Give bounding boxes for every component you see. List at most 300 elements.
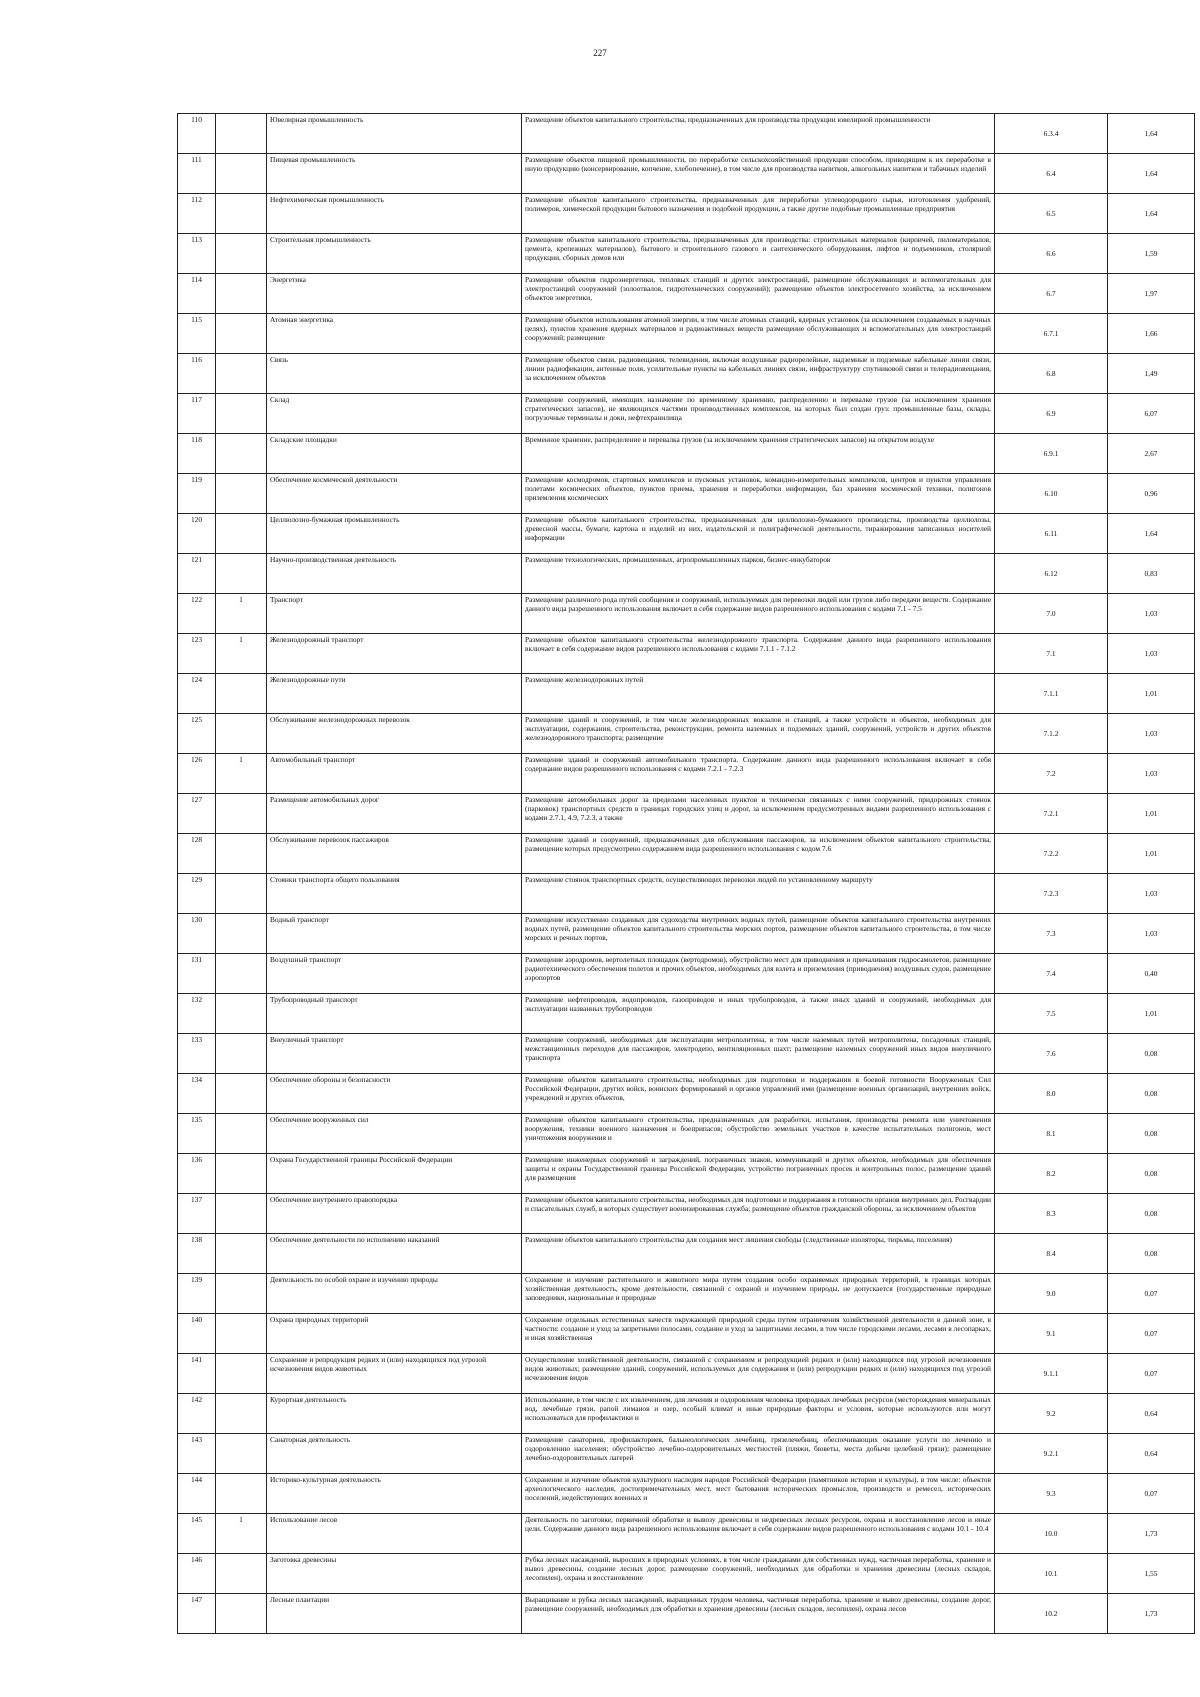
coefficient-value: 1,64 [1108, 114, 1195, 154]
use-type-name: Использование лесов [267, 1514, 522, 1554]
coefficient-value: 0,08 [1108, 1154, 1195, 1194]
coefficient-value: 1,66 [1108, 314, 1195, 354]
use-type-code: 7.2.1 [995, 794, 1108, 834]
description-text: Размещение сооружений, необходимых для эксплуатации метрополитена, в том числе наземных путей метрополитена, посадочных станций, межстанционных переходов для пассажиров, электродепо, вентиляционных шахт; размещение наземных сооружений иных видов внеуличного транспорта [525, 1035, 991, 1062]
table-row [178, 1594, 1195, 1634]
row-number: 120 [178, 514, 216, 554]
coefficient-value: 0,08 [1108, 1194, 1195, 1234]
row-number: 138 [178, 1234, 216, 1274]
use-type-code: 6.8 [995, 354, 1108, 394]
description-text: Размещение объектов использования атомной энергии, в том числе атомных станций, ядерных установок (за исключением создаваемых в научных целях), пунктов хранения ядерных материалов и радиоактивных веществ размещение обслуживающих и вспомогательных для электростанций сооружений; размещение [525, 315, 991, 342]
row-flag [216, 1274, 267, 1314]
coefficient-value: 0,08 [1108, 1114, 1195, 1154]
table-row [178, 434, 1195, 474]
coefficient-value: 0,08 [1108, 1074, 1195, 1114]
row-flag [216, 874, 267, 914]
coefficient-value: 1,01 [1108, 674, 1195, 714]
row-flag [216, 514, 267, 554]
table-row [178, 554, 1195, 594]
description-text: Размещение сооружений, имеющих назначение по временному хранению, распределению и перевалке грузов (за исключением хранения стратегических запасов), не являющихся частями производственных комплексов, на которых был создан груз: промышленные базы, склады, погрузочные терминалы и доки, нефтехранилища [525, 395, 991, 422]
use-type-name: Внеуличный транспорт [267, 1034, 522, 1074]
use-type-name: Обслуживание железнодорожных перевозок [267, 714, 522, 754]
land-use-table [177, 113, 1195, 1634]
coefficient-value: 1,55 [1108, 1554, 1195, 1594]
coefficient-value: 1,03 [1108, 914, 1195, 954]
coefficient-value: 1,49 [1108, 354, 1195, 394]
table-row [178, 314, 1195, 354]
use-type-code: 7.2.3 [995, 874, 1108, 914]
use-type-name: Железнодорожные пути [267, 674, 522, 714]
use-type-description [522, 1314, 995, 1354]
row-flag [216, 914, 267, 954]
table-row [178, 274, 1195, 314]
row-number: 133 [178, 1034, 216, 1074]
use-type-description [522, 874, 995, 914]
use-type-name: Обеспечение внутреннего правопорядка [267, 1194, 522, 1234]
table-row [178, 234, 1195, 274]
row-number: 145 [178, 1514, 216, 1554]
use-type-code: 7.6 [995, 1034, 1108, 1074]
use-type-code: 9.0 [995, 1274, 1108, 1314]
use-type-code: 9.3 [995, 1474, 1108, 1514]
use-type-description [522, 754, 995, 794]
row-number: 118 [178, 434, 216, 474]
description-text: Размещение автомобильных дорог за пределами населенных пунктов и технически связанных с ними сооружений, придорожных стоянок (парковок) транспортных средств в границах городских улиц и дорог, за исключением предусмотренных видами разрешенного использования с кодами 2.7.1, 4.9, 7.2.3, а также [525, 795, 991, 822]
coefficient-value: 0,83 [1108, 554, 1195, 594]
use-type-code: 6.4 [995, 154, 1108, 194]
description-text: Размещение объектов капитального строительства, необходимых для подготовки и поддержания в готовности органов внутренних дел, Росгвардии и спасательных служб, в которых существует военизированная служба; размещение объектов гражданской обороны, за исключением объектов [525, 1195, 991, 1213]
use-type-name: Охрана природных территорий [267, 1314, 522, 1354]
coefficient-value: 1,03 [1108, 634, 1195, 674]
table-row [178, 954, 1195, 994]
use-type-code: 8.0 [995, 1074, 1108, 1114]
use-type-description [522, 274, 995, 314]
description-text: Размещение различного рода путей сообщения и сооружений, используемых для перевозки людей или грузов либо передачи веществ. Содержание данного вида разрешенного использования включает в себя содержание видов разрешенного использования с кодами 7.1 - 7.5 [525, 595, 991, 613]
table-row [178, 634, 1195, 674]
row-flag [216, 1034, 267, 1074]
use-type-code: 7.3 [995, 914, 1108, 954]
use-type-name: Автомобильный транспорт [267, 754, 522, 794]
use-type-description [522, 1474, 995, 1514]
use-type-name: Обеспечение вооруженных сил [267, 1114, 522, 1154]
description-text: Размещение зданий и сооружений, в том числе железнодорожных вокзалов и станций, а также устройств и объектов, необходимых для эксплуатации, содержания, строительства, реконструкции, ремонта наземных и подземных зданий, сооружений, устройств и других объектов железнодорожного транспорта; размещение [525, 715, 991, 742]
use-type-name: Обеспечение деятельности по исполнению наказаний [267, 1234, 522, 1274]
use-type-description [522, 234, 995, 274]
row-flag [216, 994, 267, 1034]
description-text: Размещение объектов капитального строительства, предназначенных для разработки, испытания, производства ремонта или уничтожения вооружения, техники военного назначения и боеприпасов; обустройство земельных участков в качестве испытательных полигонов, мест уничтожения вооружения и [525, 1115, 991, 1142]
use-type-description [522, 1154, 995, 1194]
use-type-name: Целлюлозно-бумажная промышленность [267, 514, 522, 554]
table-row [178, 394, 1195, 434]
row-flag [216, 1194, 267, 1234]
coefficient-value: 0,40 [1108, 954, 1195, 994]
row-number: 112 [178, 194, 216, 234]
use-type-description [522, 994, 995, 1034]
description-text: Сохранение и изучение объектов культурного наследия народов Российской Федерации (памятников истории и культуры), в том числе: объектов археологического наследия, достопримечательных мест, мест бытования исторических промыслов, производств и ремесел, исторических поселений, недействующих военных и [525, 1475, 991, 1502]
row-number: 110 [178, 114, 216, 154]
row-flag [216, 1434, 267, 1474]
use-type-name: Атомная энергетика [267, 314, 522, 354]
coefficient-value: 1,01 [1108, 994, 1195, 1034]
use-type-code: 9.2.1 [995, 1434, 1108, 1474]
use-type-name: Санаторная деятельность [267, 1434, 522, 1474]
use-type-name: Связь [267, 354, 522, 394]
table-row [178, 474, 1195, 514]
table-row [178, 354, 1195, 394]
coefficient-value: 1,03 [1108, 754, 1195, 794]
coefficient-value: 0,07 [1108, 1274, 1195, 1314]
use-type-description [522, 834, 995, 874]
use-type-name: Трубопроводный транспорт [267, 994, 522, 1034]
table-row [178, 914, 1195, 954]
table-body [178, 114, 1195, 1634]
row-number: 115 [178, 314, 216, 354]
use-type-name: Научно-производственная деятельность [267, 554, 522, 594]
description-text: Размещение инженерных сооружений и заграждений, пограничных знаков, коммуникаций и других объектов, необходимых для обеспечения защиты и охраны Государственной границы Российской Федерации, устройство пограничных просек и контрольных полос, размещение зданий для размещения [525, 1155, 991, 1182]
description-text: Сохранение отдельных естественных качеств окружающей природной среды путем ограничения хозяйственной деятельности в данной зоне, в частности: создание и уход за запретными полосами, создание и уход за защитными лесами, в том числе городскими лесами, лесами в лесопарках, и иная хозяйственная [525, 1315, 991, 1342]
use-type-description [522, 314, 995, 354]
row-flag [216, 954, 267, 994]
row-flag [216, 1154, 267, 1194]
row-flag [216, 554, 267, 594]
coefficient-value: 6,07 [1108, 394, 1195, 434]
description-text: Размещение объектов капитального строительства, предназначенных для целлюлозно-бумажного производства, производства целлюлозы, древесной массы, бумаги, картона и изделий из них, издательской и полиграфической деятельности, тиражирования записанных носителей информации [525, 515, 991, 542]
description-text: Выращивание и рубка лесных насаждений, выращенных трудом человека, частичная переработка, хранение и вывоз древесины, создание дорог, размещение сооружений, необходимых для обработки и хранения древесины (лесных складов, лесопилен), охрана лесов [525, 1595, 991, 1613]
row-number: 116 [178, 354, 216, 394]
use-type-code: 7.1.1 [995, 674, 1108, 714]
description-text: Размещение технологических, промышленных, агропромышленных парков, бизнес-инкубаторов [525, 555, 831, 564]
row-number: 124 [178, 674, 216, 714]
row-number: 131 [178, 954, 216, 994]
coefficient-value: 0,07 [1108, 1474, 1195, 1514]
description-text: Размещение искусственно созданных для судоходства внутренних водных путей, размещение объектов капитального строительства внутренних водных путей, размещение объектов капитального строительства морских портов, размещение объектов капитального строительства, в том числе морских и речных портов, [525, 915, 991, 942]
table-row [178, 1514, 1195, 1554]
use-type-name: Железнодорожный транспорт [267, 634, 522, 674]
use-type-name: Транспорт [267, 594, 522, 634]
use-type-description [522, 1514, 995, 1554]
use-type-name: Охрана Государственной границы Российской Федерации [267, 1154, 522, 1194]
row-number: 111 [178, 154, 216, 194]
row-flag [216, 154, 267, 194]
row-number: 129 [178, 874, 216, 914]
row-flag [216, 1554, 267, 1594]
coefficient-value: 1,59 [1108, 234, 1195, 274]
use-type-description [522, 1194, 995, 1234]
use-type-description [522, 714, 995, 754]
row-flag [216, 1234, 267, 1274]
use-type-description [522, 1114, 995, 1154]
use-type-code: 7.5 [995, 994, 1108, 1034]
use-type-code: 7.0 [995, 594, 1108, 634]
row-flag [216, 1074, 267, 1114]
description-text: Рубка лесных насаждений, выросших в природных условиях, в том числе гражданами для собственных нужд, частичная переработка, хранение и вывоз древесины, создание лесных дорог, размещение сооружений, необходимых для обработки и хранения древесины (лесных складов, лесопилен), охрана и восстановление [525, 1555, 991, 1582]
table-row [178, 834, 1195, 874]
row-flag [216, 394, 267, 434]
use-type-code: 8.4 [995, 1234, 1108, 1274]
use-type-code: 10.2 [995, 1594, 1108, 1634]
row-number: 136 [178, 1154, 216, 1194]
table-row [178, 674, 1195, 714]
use-type-name: Склад [267, 394, 522, 434]
row-flag [216, 714, 267, 754]
use-type-name: Нефтехимическая промышленность [267, 194, 522, 234]
use-type-name: Водный транспорт [267, 914, 522, 954]
row-flag [216, 114, 267, 154]
use-type-description [522, 194, 995, 234]
use-type-name: Обеспечение космической деятельности [267, 474, 522, 514]
coefficient-value: 0,08 [1108, 1034, 1195, 1074]
row-flag [216, 1114, 267, 1154]
description-text: Размещение объектов капитального строительства железнодорожного транспорта. Содержание данного вида разрешенного использования включает в себя содержание видов разрешенного использования с кодами 7.1.1 - 7.1.2 [525, 635, 991, 653]
description-text: Размещение зданий и сооружений, предназначенных для обслуживания пассажиров, за исключением объектов капитального строительства, размещение которых предусмотрено содержанием вида разрешенного использования с кодом 7.6 [525, 835, 991, 853]
use-type-code: 8.3 [995, 1194, 1108, 1234]
row-flag [216, 1314, 267, 1354]
table-row [178, 594, 1195, 634]
table-row [178, 1154, 1195, 1194]
use-type-name: Строительная промышленность [267, 234, 522, 274]
coefficient-value: 1,73 [1108, 1514, 1195, 1554]
use-type-description [522, 1434, 995, 1474]
row-flag: 1 [216, 1514, 267, 1554]
description-text: Размещение объектов связи, радиовещания, телевидения, включая воздушные радиорелейные, надземные и подземные кабельные линии связи, линии радиофикации, антенные поля, усилительные пункты на кабельных линиях связи, инфраструктуру спутниковой связи и телерадиовещания, за исключением объектов [525, 355, 991, 382]
row-number: 137 [178, 1194, 216, 1234]
row-number: 126 [178, 754, 216, 794]
table-row [178, 1034, 1195, 1074]
row-number: 122 [178, 594, 216, 634]
row-flag [216, 274, 267, 314]
use-type-code: 6.10 [995, 474, 1108, 514]
row-flag [216, 834, 267, 874]
row-number: 135 [178, 1114, 216, 1154]
row-flag [216, 1474, 267, 1514]
table-row [178, 514, 1195, 554]
table-row [178, 1234, 1195, 1274]
row-number: 130 [178, 914, 216, 954]
table-row [178, 754, 1195, 794]
coefficient-value: 1,97 [1108, 274, 1195, 314]
use-type-name: Стоянки транспорта общего пользования [267, 874, 522, 914]
coefficient-value: 1,01 [1108, 794, 1195, 834]
row-number: 141 [178, 1354, 216, 1394]
row-number: 119 [178, 474, 216, 514]
table-row [178, 714, 1195, 754]
use-type-name: Сохранение и репродукция редких и (или) находящихся под угрозой исчезновения видов животных [267, 1354, 522, 1394]
use-type-description [522, 1034, 995, 1074]
coefficient-value: 2,67 [1108, 434, 1195, 474]
description-text: Размещение объектов капитального строительства для создания мест лишения свободы (следственные изоляторы, тюрьмы, поселения) [525, 1235, 952, 1244]
use-type-description [522, 114, 995, 154]
use-type-description [522, 1594, 995, 1634]
use-type-name: Историко-культурная деятельность [267, 1474, 522, 1514]
use-type-description [522, 914, 995, 954]
description-text: Размещение санаториев, профилакториев, бальнеологических лечебниц, грязелечебниц, обеспечивающих оказание услуги по лечению и оздоровлению населения; обустройство лечебно-оздоровительных местностей (пляжи, бюветы, места добычи целебной грязи); размещение лечебно-оздоровительных лагерей [525, 1435, 991, 1462]
coefficient-value: 0,64 [1108, 1394, 1195, 1434]
table-row [178, 154, 1195, 194]
table-row [178, 1354, 1195, 1394]
row-flag [216, 794, 267, 834]
row-number: 128 [178, 834, 216, 874]
use-type-description [522, 514, 995, 554]
row-flag: 1 [216, 754, 267, 794]
use-type-description [522, 1554, 995, 1594]
use-type-code: 6.9 [995, 394, 1108, 434]
use-type-code: 7.1 [995, 634, 1108, 674]
use-type-description [522, 1234, 995, 1274]
use-type-description [522, 954, 995, 994]
use-type-name: Обслуживание перевозок пассажиров [267, 834, 522, 874]
coefficient-value: 1,03 [1108, 874, 1195, 914]
use-type-description [522, 434, 995, 474]
row-flag: 1 [216, 634, 267, 674]
row-number: 121 [178, 554, 216, 594]
description-text: Размещение зданий и сооружений автомобильного транспорта. Содержание данного вида разрешенного использования включает в себя содержание видов разрешенного использования с кодами 7.2.1 - 7.2.3 [525, 755, 991, 773]
row-number: 144 [178, 1474, 216, 1514]
coefficient-value: 0,08 [1108, 1234, 1195, 1274]
use-type-code: 7.1.2 [995, 714, 1108, 754]
row-flag [216, 434, 267, 474]
use-type-code: 7.2 [995, 754, 1108, 794]
use-type-code: 10.0 [995, 1514, 1108, 1554]
table-row [178, 1194, 1195, 1234]
coefficient-value: 1,64 [1108, 194, 1195, 234]
row-number: 117 [178, 394, 216, 434]
use-type-name: Складские площадки [267, 434, 522, 474]
row-number: 127 [178, 794, 216, 834]
use-type-code: 6.5 [995, 194, 1108, 234]
use-type-description [522, 794, 995, 834]
row-flag [216, 1394, 267, 1434]
use-type-description [522, 674, 995, 714]
use-type-code: 6.7.1 [995, 314, 1108, 354]
use-type-description [522, 634, 995, 674]
use-type-code: 6.6 [995, 234, 1108, 274]
description-text: Деятельность по заготовке, первичной обработке и вывозу древесины и недревесных лесных ресурсов, охрана и восстановление лесов и иные цели. Содержание данного вида разрешенного использования включает в себя содержание видов разрешенного использования с кодами 10.1 - 10.4 [525, 1515, 991, 1533]
description-text: Использование, в том числе с их извлечением, для лечения и оздоровления человека природных лечебных ресурсов (месторождения минеральных вод, лечебные грязи, рапой лиманов и озер, особый климат и иные природные факторы и условия, которые используются или могут использоваться для профилактики и [525, 1395, 991, 1422]
use-type-code: 6.12 [995, 554, 1108, 594]
row-flag [216, 314, 267, 354]
description-text: Размещение аэродромов, вертолетных площадок (вертодромов), обустройство мест для приводнения и причаливания гидросамолетов, размещение радиотехнического обеспечения полетов и прочих объектов, необходимых для взлета и приземления (приводнения) воздушных судов, размещение аэропортов [525, 955, 991, 982]
coefficient-value: 0,07 [1108, 1354, 1195, 1394]
description-text: Временное хранение, распределение и перевалка грузов (за исключением хранения стратегических запасов) на открытом воздухе [525, 435, 935, 444]
use-type-description [522, 154, 995, 194]
use-type-code: 9.1 [995, 1314, 1108, 1354]
use-type-name: Деятельность по особой охране и изучению природы [267, 1274, 522, 1314]
use-type-description [522, 474, 995, 514]
use-type-code: 6.11 [995, 514, 1108, 554]
row-flag [216, 234, 267, 274]
use-type-name: Воздушный транспорт [267, 954, 522, 994]
coefficient-value: 1,03 [1108, 714, 1195, 754]
table-row [178, 1074, 1195, 1114]
use-type-description [522, 394, 995, 434]
use-type-description [522, 1074, 995, 1114]
row-number: 147 [178, 1594, 216, 1634]
use-type-description [522, 1394, 995, 1434]
row-flag [216, 1594, 267, 1634]
row-flag [216, 674, 267, 714]
description-text: Размещение объектов пищевой промышленности, по переработке сельскохозяйственной продукции способом, приводящим к их переработке в иную продукцию (консервирование, копчение, хлебопечение), в том числе для производства напитков, алкогольных напитков и табачных изделий [525, 155, 991, 173]
coefficient-value: 1,64 [1108, 514, 1195, 554]
row-flag [216, 194, 267, 234]
use-type-name: Лесные плантации [267, 1594, 522, 1634]
use-type-code: 7.4 [995, 954, 1108, 994]
use-type-code: 8.1 [995, 1114, 1108, 1154]
table-row [178, 1394, 1195, 1434]
use-type-description [522, 1274, 995, 1314]
use-type-name: Размещение автомобильных дорог [267, 794, 522, 834]
description-text: Сохранение и изучение растительного и животного мира путем создания особо охраняемых природных территорий, в границах которых хозяйственная деятельность, кроме деятельности, связанной с охраной и изучением природы, не допускается (государственные природные заповедники, национальные и природные [525, 1275, 991, 1302]
table-row [178, 1314, 1195, 1354]
use-type-name: Обеспечение обороны и безопасности [267, 1074, 522, 1114]
use-type-code: 9.2 [995, 1394, 1108, 1434]
use-type-code: 6.3.4 [995, 114, 1108, 154]
table-row [178, 114, 1195, 154]
table-row [178, 794, 1195, 834]
use-type-name: Ювелирная промышленность [267, 114, 522, 154]
description-text: Размещение объектов капитального строительства, необходимых для подготовки и поддержания в боевой готовности Вооруженных Сил Российской Федерации, других войск, воинских формирований и органов управлений ими (размещение военных организаций, внутренних войск, учреждений и других объектов, [525, 1075, 991, 1102]
table-row [178, 874, 1195, 914]
table-row [178, 1434, 1195, 1474]
description-text: Размещение нефтепроводов, водопроводов, газопроводов и иных трубопроводов, а также иных зданий и сооружений, необходимых для эксплуатации названных трубопроводов [525, 995, 991, 1013]
row-number: 143 [178, 1434, 216, 1474]
coefficient-value: 0,07 [1108, 1314, 1195, 1354]
use-type-description [522, 554, 995, 594]
use-type-code: 6.7 [995, 274, 1108, 314]
description-text: Размещение космодромов, стартовых комплексов и пусковых установок, командно-измерительных комплексов, центров и пунктов управления полетами космических объектов, пунктов приема, хранения и переработки информации, баз хранения космической техники, полигонов приземления космических [525, 475, 991, 502]
row-flag [216, 354, 267, 394]
use-type-code: 8.2 [995, 1154, 1108, 1194]
table-row [178, 1554, 1195, 1594]
description-text: Размещение объектов гидроэнергетики, тепловых станций и других электростанций, размещение обслуживающих и вспомогательных для электростанций сооружений (золоотвалов, гидротехнических сооружений); размещение объектов электросетевого хозяйства, за исключением объектов энергетики, [525, 275, 991, 302]
coefficient-value: 1,03 [1108, 594, 1195, 634]
table-row [178, 1114, 1195, 1154]
table-row [178, 194, 1195, 234]
use-type-description [522, 594, 995, 634]
row-number: 113 [178, 234, 216, 274]
use-type-name: Заготовка древесины [267, 1554, 522, 1594]
use-type-code: 10.1 [995, 1554, 1108, 1594]
coefficient-value: 1,01 [1108, 834, 1195, 874]
coefficient-value: 0,64 [1108, 1434, 1195, 1474]
use-type-name: Курортная деятельность [267, 1394, 522, 1434]
coefficient-value: 0,96 [1108, 474, 1195, 514]
description-text: Осуществление хозяйственной деятельности, связанной с сохранением и репродукцией редких и (или) находящихся под угрозой исчезновения видов животных; размещение зданий, сооружений, используемых для содержания и (или) репродукции редких и (или) находящихся под угрозой исчезновения видов [525, 1355, 991, 1382]
row-flag [216, 474, 267, 514]
description-text: Размещение объектов капитального строительства, предназначенных для переработки углеводородного сырья, изготовления удобрений, полимеров, химической продукции бытового назначения и подобной продукции, а также другие подобные промышленные предприятия [525, 195, 991, 213]
row-flag [216, 1354, 267, 1394]
coefficient-value: 1,64 [1108, 154, 1195, 194]
use-type-description [522, 354, 995, 394]
table-row [178, 1474, 1195, 1514]
description-text: Размещение железнодорожных путей [525, 675, 644, 684]
row-number: 140 [178, 1314, 216, 1354]
row-number: 134 [178, 1074, 216, 1114]
row-number: 142 [178, 1394, 216, 1434]
coefficient-value: 1,73 [1108, 1594, 1195, 1634]
use-type-code: 9.1.1 [995, 1354, 1108, 1394]
row-number: 125 [178, 714, 216, 754]
use-type-name: Энергетика [267, 274, 522, 314]
row-number: 123 [178, 634, 216, 674]
row-number: 114 [178, 274, 216, 314]
use-type-name: Пищевая промышленность [267, 154, 522, 194]
row-number: 132 [178, 994, 216, 1034]
row-flag: 1 [216, 594, 267, 634]
description-text: Размещение объектов капитального строительства, предназначенных для производства продукции ювелирной промышленности [525, 115, 931, 124]
description-text: Размещение объектов капитального строительства, предназначенных для производства: строительных материалов (кирпичей, пиломатериалов, цемента, крепежных материалов), бытового и строительного газового и сантехнического оборудования, лифтов и подъемников, столярной продукции, сборных домов или [525, 235, 991, 262]
table-row [178, 994, 1195, 1034]
page-number: 227 [593, 48, 607, 58]
